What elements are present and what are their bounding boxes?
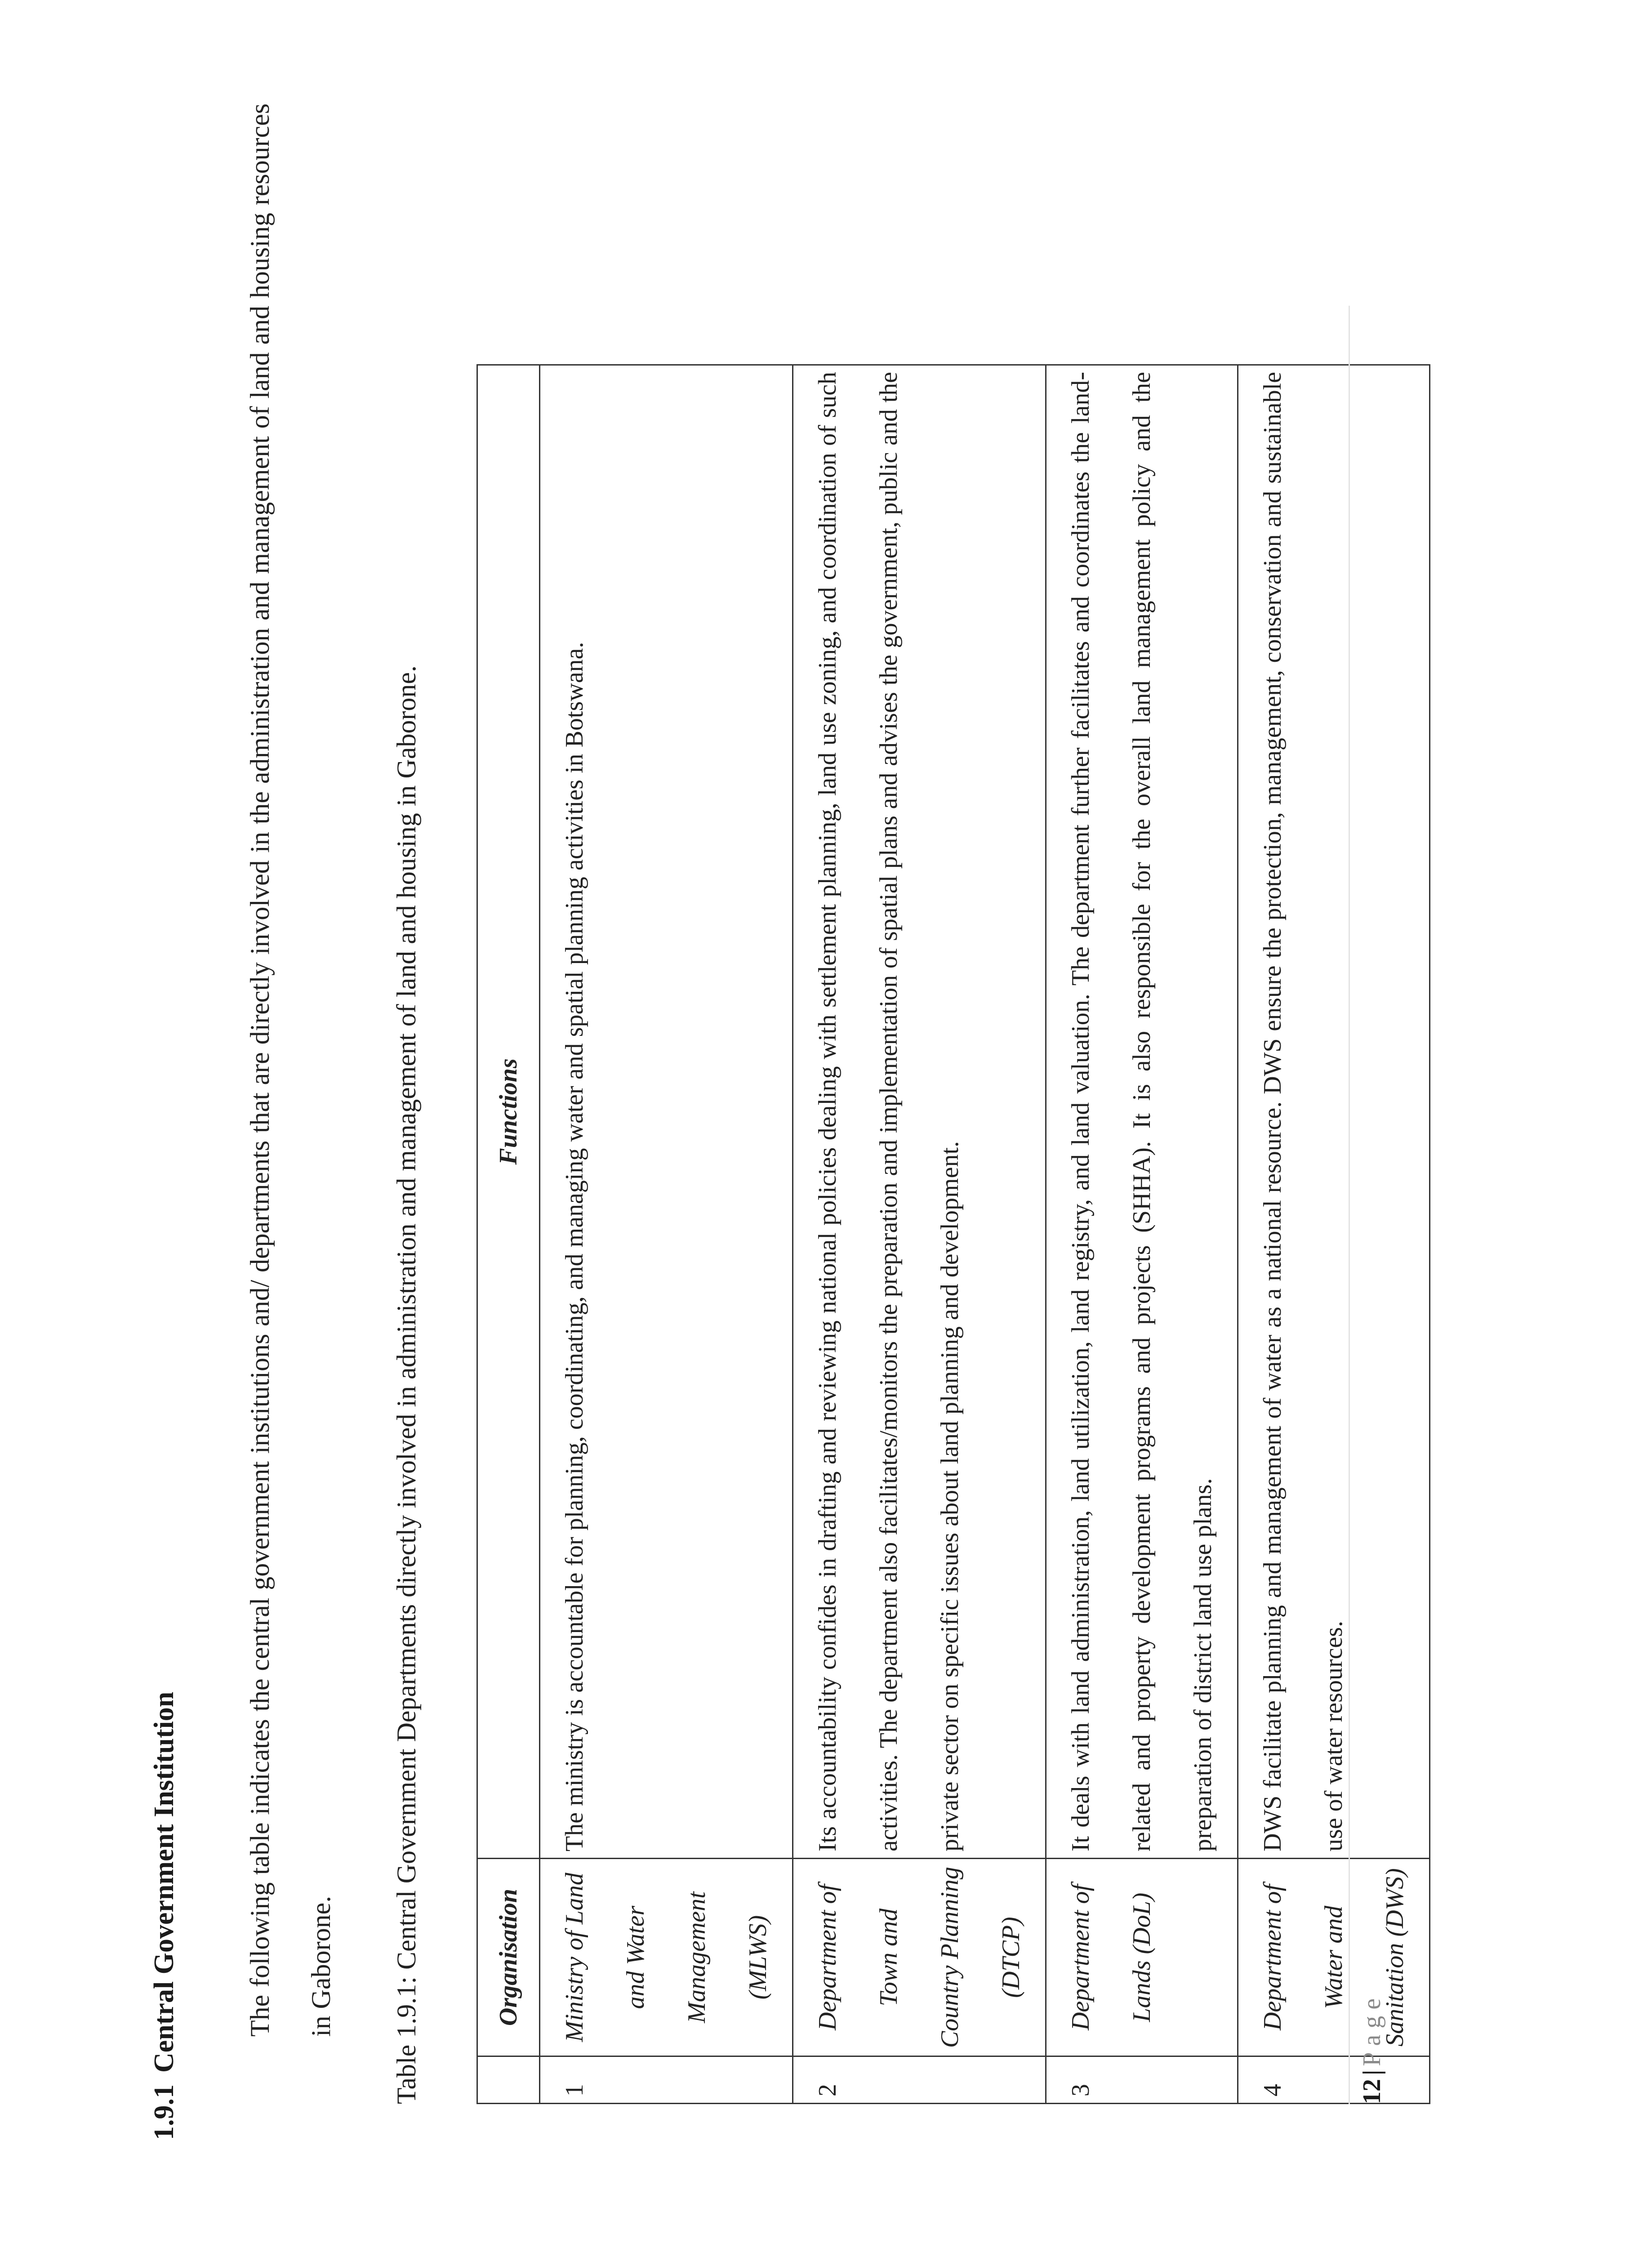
page-word: Page — [1358, 1992, 1386, 2066]
section-number: 1.9.1 — [149, 2084, 179, 2140]
header-number — [477, 2056, 540, 2104]
row-organisation: Ministry of Land and Water Management (MLWS) — [540, 1859, 793, 2056]
row-organisation: Department of Water and Sanitation (DWS) — [1238, 1859, 1430, 2056]
row-functions: The ministry is accountable for planning, coordinating, and managing water and spatial planning activities in Botswana. — [540, 365, 793, 1859]
page-number: 12 — [1358, 2079, 1386, 2104]
row-number: 1 — [540, 2056, 793, 2104]
page-footer — [1358, 1992, 1386, 2104]
table-caption: Table 1.9.1: Central Government Departments directly involved in administration and management of land and housing in Gaborone. — [392, 665, 421, 2104]
row-functions: DWS facilitate planning and management of water as a national resource. DWS ensure the protection, management, conservation and sustainable use of water resources. — [1238, 365, 1430, 1859]
row-functions: It deals with land administration, land utilization, land registry, and land valuation. The department further facilitates and coordinates the land-related and property development programs and projects (SHHA). It is also responsible for the overall land management policy and the preparation of district land use plans. — [1046, 365, 1238, 1859]
row-functions: Its accountability confides in drafting and reviewing national policies dealing with settlement planning, land use zoning, and coordination of such activities. The department also facilitates/monitors the preparation and implementation of spatial plans and advises the government, public and the private sector on specific issues about land planning and development. — [793, 365, 1046, 1859]
footer-divider — [1349, 306, 1350, 2104]
table-row — [793, 365, 1046, 2104]
footer-separator: | — [1358, 2070, 1386, 2075]
table-row — [1238, 365, 1430, 2104]
table-header-row — [477, 365, 540, 2104]
row-number: 3 — [1046, 2056, 1238, 2104]
header-functions: Functions — [477, 365, 540, 1859]
row-organisation: Department of Town and Country Planning (DTCP) — [793, 1859, 1046, 2056]
header-organisation: Organisation — [477, 1859, 540, 2056]
row-organisation: Department of Lands (DoL) — [1046, 1859, 1238, 2056]
row-number: 2 — [793, 2056, 1046, 2104]
intro-paragraph: The following table indicates the central government institutions and/ departments that are directly involved in the administration and management of land and housing resources in Gaborone. — [245, 103, 336, 2037]
table-row — [1046, 365, 1238, 2104]
section-title: Central Government Institution — [149, 1691, 179, 2073]
row-number: 4 — [1238, 2056, 1430, 2104]
institutions-table — [476, 364, 1430, 2104]
table-row — [540, 365, 793, 2104]
section-heading — [148, 1692, 180, 2140]
